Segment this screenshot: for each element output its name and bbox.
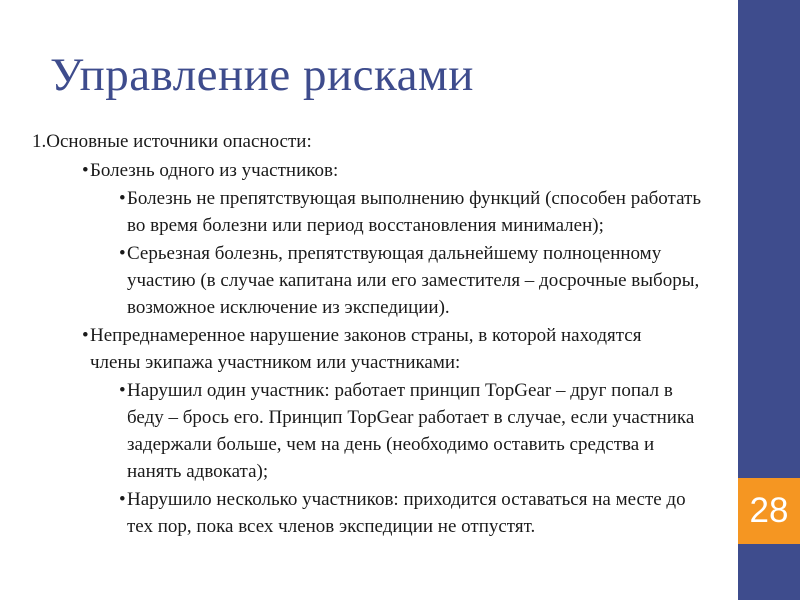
sub-list-item (32, 377, 712, 485)
sub-list-item (32, 185, 712, 239)
sub-list-item (32, 240, 712, 321)
bullet-icon: • (82, 160, 89, 181)
bullet-icon: • (82, 325, 89, 346)
list-item-text: Непреднамеренное нарушение законов страны, в которой находятся члены экипажа участником или участниками: (90, 325, 642, 373)
bullet-icon: • (119, 489, 126, 510)
slide-content (32, 128, 712, 540)
sub-list-item-text: Болезнь не препятствующая выполнению функций (способен работать во время болезни или период восстановления минимален); (127, 188, 701, 236)
slide-title: Управление рисками (50, 49, 474, 101)
bullet-icon: • (119, 188, 126, 209)
sub-list-item (32, 486, 712, 540)
sub-list-item-text: Нарушил один участник: работает принцип TopGear – друг попал в беду – брось его. Принцип TopGear работает в случае, если участника задержали больше, чем на день (необходимо оставить средства и нанять адвоката); (127, 380, 695, 482)
sub-list-item-text: Нарушило несколько участников: приходится оставаться на месте до тех пор, пока всех членов экспедиции не отпустят. (127, 489, 686, 537)
bullet-icon: • (119, 243, 126, 264)
section-heading: 1.Основные источники опасности: (32, 131, 312, 152)
list-item-text: Болезнь одного из участников: (90, 160, 339, 181)
list-item (32, 157, 712, 184)
page-number-badge: 28 (738, 478, 800, 544)
sub-list-item-text: Серьезная болезнь, препятствующая дальнейшему полноценному участию (в случае капитана или его заместителя – досрочные выборы, возможное исключение из экспедиции). (127, 243, 700, 318)
bullet-icon: • (119, 380, 126, 401)
list-item (32, 322, 712, 376)
